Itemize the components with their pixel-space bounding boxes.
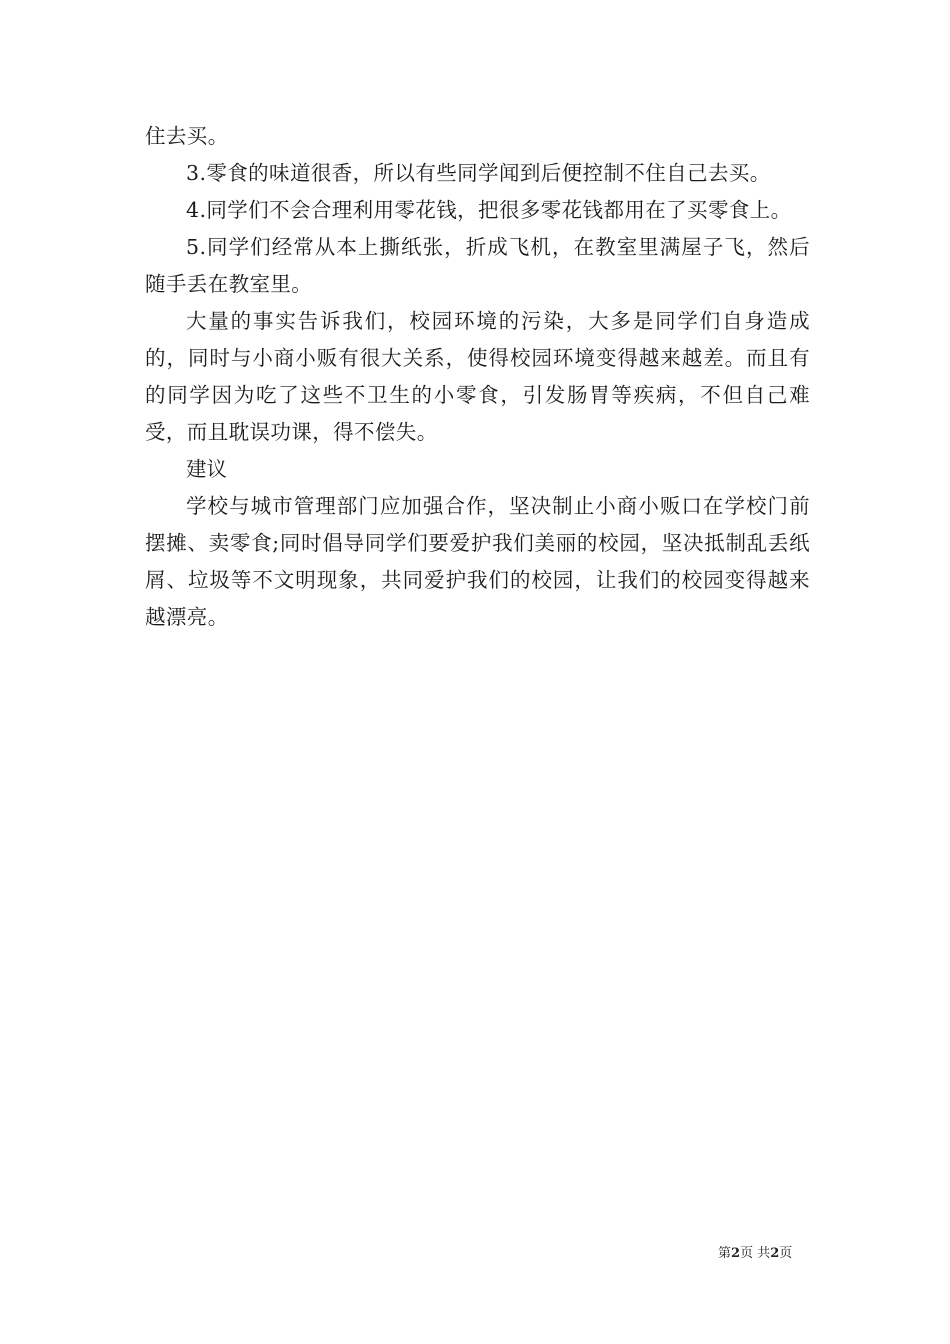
footer-prefix: 第 [718, 1246, 732, 1261]
footer-page-number: 2 [731, 1246, 741, 1261]
paragraph-point-3: 3.零食的味道很香，所以有些同学闻到后便控制不住自己去买。 [186, 161, 771, 185]
document-body [145, 118, 810, 636]
section-heading-suggestion: 建议 [186, 457, 227, 481]
paragraph-conclusion: 大量的事实告诉我们，校园环境的污染，大多是同学们自身造成的，同时与小商小贩有很大关系，使得校园环境变得越来越差。而且有的同学因为吃了这些不卫生的小零食，引发肠胃等疾病，不但自己难受，而且耽误功课，得不偿失。 [145, 309, 810, 444]
footer-suffix: 页 [779, 1246, 793, 1261]
footer-total-pages: 2 [770, 1246, 780, 1261]
footer-middle: 页 共 [740, 1246, 771, 1261]
paragraph-continuation: 住去买。 [145, 124, 229, 148]
paragraph-point-5: 5.同学们经常从本上撕纸张，折成飞机，在教室里满屋子飞，然后随手丢在教室里。 [145, 235, 810, 296]
paragraph-point-4: 4.同学们不会合理利用零花钱，把很多零花钱都用在了买零食上。 [186, 198, 792, 222]
paragraph-suggestion: 学校与城市管理部门应加强合作，坚决制止小商小贩口在学校门前摆摊、卖零食;同时倡导同学们要爱护我们美丽的校园，坚决抵制乱丢纸屑、垃圾等不文明现象，共同爱护我们的校园，让我们的校园变得越来越漂亮。 [145, 494, 810, 629]
page-number-footer [718, 1245, 792, 1263]
